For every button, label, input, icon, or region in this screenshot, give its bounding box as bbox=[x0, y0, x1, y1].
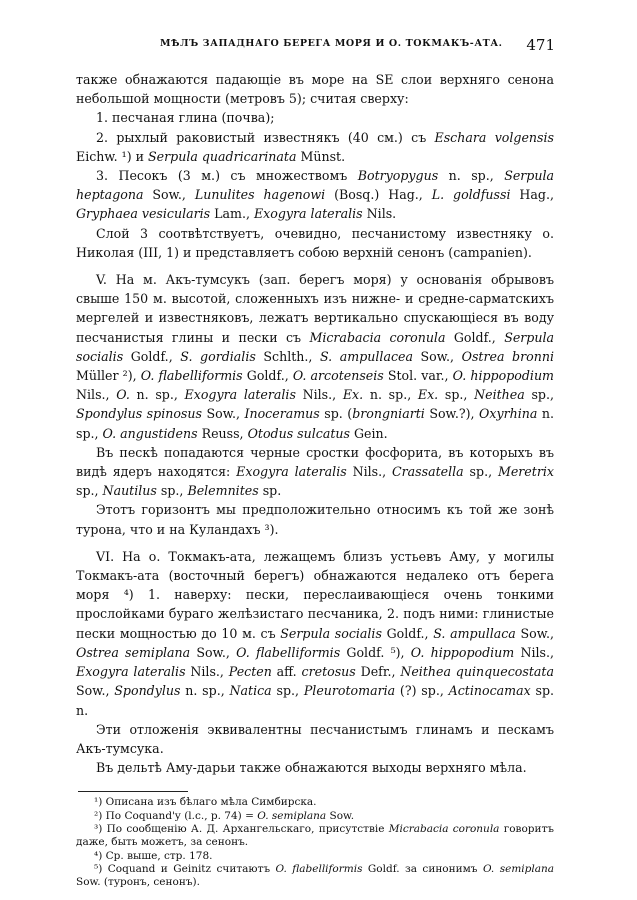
footnote: ⁵) Coquand и Geinitz считаютъ O. flabelliformis Goldf. за синонимъ O. semiplana Sow. (туронъ, сенонъ). bbox=[76, 862, 554, 889]
paragraph: 1. песчаная глина (почва); bbox=[96, 110, 275, 126]
footnote: ³) По сообщенію А. Д. Архангельскаго, присутствіе Micrabacia coronula говоритъ даже, быть можетъ, за сенонъ. bbox=[76, 822, 554, 849]
paragraph: Слой 3 соотвѣтствуетъ, очевидно, песчанистому известняку о. Николая (III, 1) и представляетъ собою верхній сенонъ (campanien). bbox=[76, 225, 554, 260]
paragraph: V. На м. Акъ-тумсукъ (зап. берегъ моря) у основанія обрывовъ свыше 150 м. высотой, сложенныхъ изъ нижне- и средне-сарматскихъ мергелей и известняковъ, лежатъ вертикально спускающіеся въ воду песчанистыя глины и пески съ Micrabacia coronula Goldf., Serpula socialis Goldf., S. gordialis Schlth., S. ampullacea Sow., Ostrea bronni Müller ²), O. flabelliformis Goldf., O. arcotenseis Stol. var., O. hippopodium Nils., O. n. sp., Exogyra lateralis Nils., Ex. n. sp., Ex. sp., Neithea sp., Spondylus spinosus Sow., Inoceramus sp. (brongniarti Sow.?), Oxyrhina n. sp., O. angustidens Reuss, Otodus sulcatus Gein. bbox=[76, 272, 554, 441]
main-text bbox=[76, 70, 554, 889]
paragraph: Въ пескѣ попадаются черные сростки фосфорита, въ которыхъ въ видѣ ядеръ находятся: Exogyra lateralis Nils., Crassatella sp., Meretrix sp., Nautilus sp., Belemnites sp. bbox=[76, 444, 554, 499]
paragraph: Эти отложенія эквивалентны песчанистымъ глинамъ и пескамъ Акъ-тумсука. bbox=[76, 721, 554, 756]
page-number: 471 bbox=[526, 36, 555, 54]
paragraph: Этотъ горизонтъ мы предположительно относимъ къ той же зонѣ турона, что и на Куландахъ ³). bbox=[76, 502, 554, 537]
page-header bbox=[80, 36, 555, 56]
footnote: ⁴) Ср. выше, стр. 178. bbox=[94, 849, 213, 862]
paragraph: 3. Песокъ (3 м.) съ множествомъ Botryopygus n. sp., Serpula heptagona Sow., Lunulites hagenowi (Bosq.) Hag., L. goldfussi Hag., Gryphaea vesicularis Lam., Exogyra lateralis Nils. bbox=[76, 168, 554, 222]
running-title: МѢЛЪ ЗАПАДНАГО БЕРЕГА МОРЯ И О. ТОКМАКЪ-АТА. bbox=[160, 38, 503, 49]
footnotes bbox=[76, 796, 554, 889]
footnote: ¹) Описана изъ бѣлаго мѣла Симбирска. bbox=[94, 796, 317, 809]
paragraph: Въ дельтѣ Аму-дарьи также обнажаются выходы верхняго мѣла. bbox=[96, 760, 527, 776]
footnote: ²) По Coquand'y (l.c., p. 74) = O. semiplana Sow. bbox=[94, 809, 355, 822]
paragraph: также обнажаются падающіе въ море на SE слои верхняго сенона небольшой мощности (метровъ 5); считая сверху: bbox=[76, 72, 554, 107]
footnote-divider bbox=[78, 791, 188, 792]
paragraph: VI. На о. Токмакъ-ата, лежащемъ близъ устьевъ Аму, у могилы Токмакъ-ата (восточный берегъ) обнажаются недалеко отъ берега моря ⁴) 1. наверху: пески, переслаивающіеся очень тонкими прослойками бураго желѣзистаго песчаника, 2. подъ ними: глинистые пески мощностью до 10 м. съ Serpula socialis Goldf., S. ampullaca Sow., Ostrea semiplana Sow., O. flabelliformis Goldf. ⁵), O. hippopodium Nils., Exogyra lateralis Nils., Pecten aff. cretosus Defr., Neithea quinquecostata Sow., Spondylus n. sp., Natica sp., Pleurotomaria (?) sp., Actinocamax sp. n. bbox=[76, 548, 555, 718]
paragraph: 2. рыхлый раковистый известнякъ (40 см.) съ Eschara volgensis Eichw. ¹) и Serpula quadricarinata Münst. bbox=[76, 129, 554, 164]
